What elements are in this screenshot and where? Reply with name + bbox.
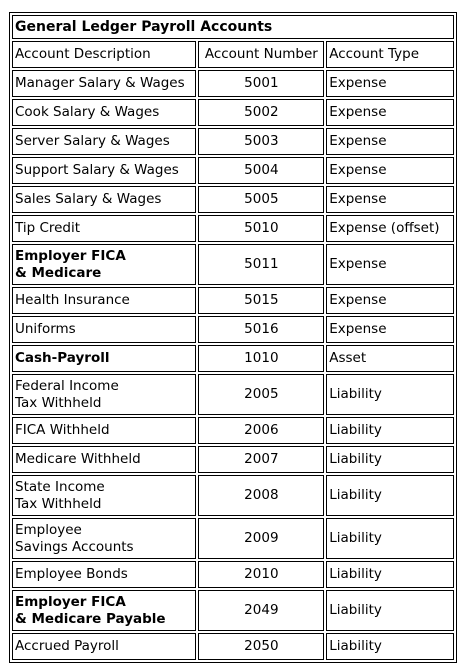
table-row: [12, 446, 454, 473]
account-description-cell: Cash-Payroll: [12, 345, 196, 372]
account-type-cell: Expense (offset): [326, 215, 454, 242]
account-description-cell: Support Salary & Wages: [12, 157, 196, 184]
account-description-cell: Sales Salary & Wages: [12, 186, 196, 213]
account-number-cell: 2006: [198, 417, 324, 444]
account-type-cell: Expense: [326, 316, 454, 343]
account-type-cell: Liability: [326, 417, 454, 444]
account-number-cell: 5011: [198, 244, 324, 285]
table-row: [12, 287, 454, 314]
table-row: [12, 561, 454, 588]
header-row: [12, 41, 454, 68]
table-row: [12, 345, 454, 372]
account-type-cell: Liability: [326, 475, 454, 516]
account-type-cell: Expense: [326, 70, 454, 97]
header-account-number: Account Number: [198, 41, 324, 68]
account-number-cell: 2049: [198, 590, 324, 631]
table-row: [12, 244, 454, 285]
account-type-cell: Expense: [326, 186, 454, 213]
account-number-cell: 5005: [198, 186, 324, 213]
account-number-cell: 2007: [198, 446, 324, 473]
table-row: [12, 99, 454, 126]
account-type-cell: Liability: [326, 590, 454, 631]
title-row: [12, 15, 454, 39]
account-type-cell: Expense: [326, 157, 454, 184]
account-type-cell: Expense: [326, 244, 454, 285]
table-row: [12, 128, 454, 155]
table-body: [12, 15, 454, 660]
account-number-cell: 5016: [198, 316, 324, 343]
account-number-cell: 2010: [198, 561, 324, 588]
table-row: [12, 157, 454, 184]
table-row: [12, 518, 454, 559]
table-row: [12, 590, 454, 631]
account-type-cell: Expense: [326, 128, 454, 155]
account-description-cell: Employer FICA & Medicare: [12, 244, 196, 285]
table-row: [12, 417, 454, 444]
table-row: [12, 70, 454, 97]
account-description-cell: Accrued Payroll: [12, 633, 196, 660]
account-description-cell: Cook Salary & Wages: [12, 99, 196, 126]
account-number-cell: 2005: [198, 374, 324, 415]
account-description-cell: FICA Withheld: [12, 417, 196, 444]
account-number-cell: 5001: [198, 70, 324, 97]
account-type-cell: Liability: [326, 518, 454, 559]
account-number-cell: 2008: [198, 475, 324, 516]
table-row: [12, 374, 454, 415]
account-type-cell: Liability: [326, 633, 454, 660]
account-description-cell: Medicare Withheld: [12, 446, 196, 473]
account-description-cell: Tip Credit: [12, 215, 196, 242]
account-number-cell: 1010: [198, 345, 324, 372]
table-row: [12, 186, 454, 213]
account-type-cell: Liability: [326, 374, 454, 415]
account-description-cell: Server Salary & Wages: [12, 128, 196, 155]
account-number-cell: 2009: [198, 518, 324, 559]
account-number-cell: 5010: [198, 215, 324, 242]
account-number-cell: 5004: [198, 157, 324, 184]
account-number-cell: 5015: [198, 287, 324, 314]
header-account-description: Account Description: [12, 41, 196, 68]
header-account-type: Account Type: [326, 41, 454, 68]
account-description-cell: Uniforms: [12, 316, 196, 343]
account-type-cell: Asset: [326, 345, 454, 372]
table-row: [12, 633, 454, 660]
ledger-sheet: [9, 12, 457, 663]
account-description-cell: Health Insurance: [12, 287, 196, 314]
table-title: General Ledger Payroll Accounts: [12, 15, 454, 39]
account-number-cell: 2050: [198, 633, 324, 660]
account-description-cell: Manager Salary & Wages: [12, 70, 196, 97]
table-row: [12, 316, 454, 343]
table-row: [12, 475, 454, 516]
account-type-cell: Liability: [326, 446, 454, 473]
account-description-cell: Federal Income Tax Withheld: [12, 374, 196, 415]
account-description-cell: State Income Tax Withheld: [12, 475, 196, 516]
account-type-cell: Expense: [326, 287, 454, 314]
account-number-cell: 5003: [198, 128, 324, 155]
table-row: [12, 215, 454, 242]
account-number-cell: 5002: [198, 99, 324, 126]
account-description-cell: Employee Savings Accounts: [12, 518, 196, 559]
payroll-accounts-table: [9, 12, 457, 663]
account-description-cell: Employee Bonds: [12, 561, 196, 588]
account-description-cell: Employer FICA & Medicare Payable: [12, 590, 196, 631]
account-type-cell: Expense: [326, 99, 454, 126]
account-type-cell: Liability: [326, 561, 454, 588]
